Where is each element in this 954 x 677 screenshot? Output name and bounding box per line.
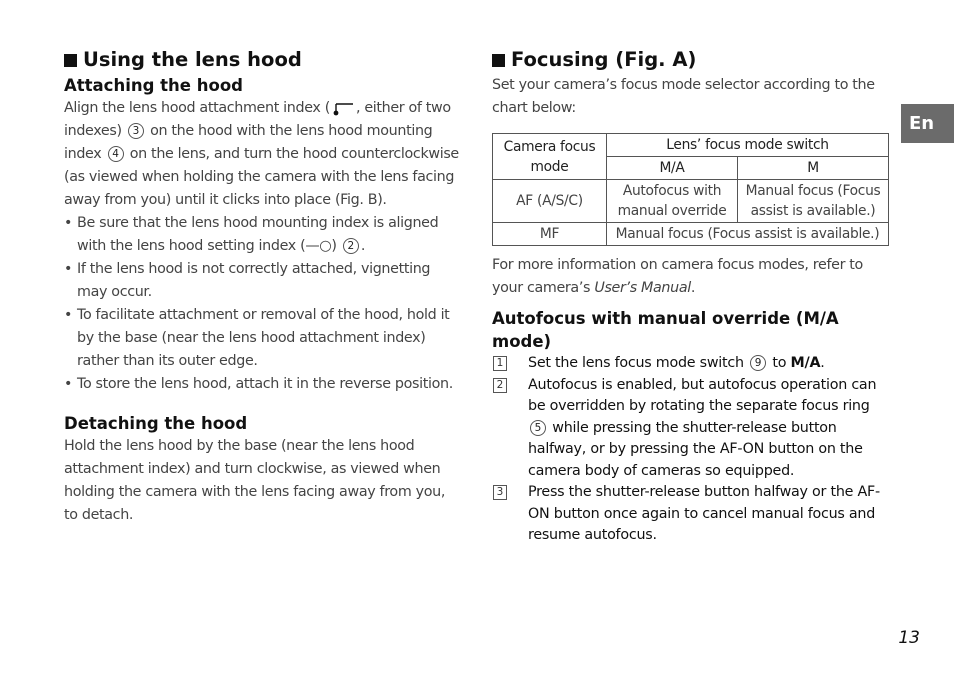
focusing-intro: Set your camera’s focus mode selector according to the chart below: (492, 77, 875, 116)
detaching-heading: Detaching the hood (64, 414, 248, 433)
callout-number: 5 (530, 420, 546, 436)
step-number: 2 (493, 378, 507, 393)
more-info-paragraph: For more information on camera focus modes, refer to your camera’s User’s Manual. (492, 257, 863, 296)
afmo-steps (492, 353, 890, 547)
table-cell: Manual focus (Focus assist is available.) (607, 223, 889, 246)
setting-index-icon: —○ (305, 238, 332, 254)
afmo-heading: Autofocus with manual override (M/A mode) (492, 309, 839, 351)
table-subheader-ma: M/A (607, 157, 738, 180)
list-item: • If the lens hood is not correctly attached, vignetting may occur. (64, 258, 460, 304)
attaching-paragraph: Align the lens hood attachment index ( , either of two indexes) 3 on the hood with the lens hood mounting index 4 on the lens, and turn the hood counterclockwise (as viewed when holding the camera with the lens facing away from you) until it clicks into place (Fig. B). (64, 100, 459, 208)
callout-number: 2 (343, 238, 359, 254)
list-item: 2 Autofocus is enabled, but autofocus operation can be overridden by rotating the separate focus ring 5 while pressing the shutter-release button halfway, or by pressing the AF-ON button on the camera body of cameras so equipped. (492, 375, 890, 483)
language-tab: En (901, 104, 954, 143)
table-row (493, 134, 889, 157)
left-column (64, 46, 460, 527)
detaching-paragraph: Hold the lens hood by the base (near the lens hood attachment index) and turn clockwise, as viewed when holding the camera with the lens facing away from you, to detach. (64, 438, 446, 523)
table-row (493, 180, 889, 223)
list-item: 1 Set the lens focus mode switch 9 to M/A. (492, 353, 890, 375)
step-number: 3 (493, 485, 507, 500)
attachment-index-icon (332, 101, 354, 116)
table-cell: Manual focus (Focus assist is available.) (738, 180, 889, 223)
attaching-heading: Attaching the hood (64, 76, 243, 95)
table-header-camera-mode: Camera focus mode (493, 134, 607, 180)
callout-number: 9 (750, 355, 766, 371)
step-number: 1 (493, 356, 507, 371)
section-square-icon (64, 54, 77, 67)
table-subheader-m: M (738, 157, 889, 180)
attaching-bullets (64, 212, 460, 396)
section-square-icon (492, 54, 505, 67)
callout-number: 4 (108, 146, 124, 162)
focus-mode-table (492, 133, 889, 246)
table-cell: MF (493, 223, 607, 246)
callout-number: 3 (128, 123, 144, 139)
list-item: • To facilitate attachment or removal of the hood, hold it by the base (near the lens hood attachment index) rather than its outer edge. (64, 304, 460, 373)
table-cell: Autofocus with manual override (607, 180, 738, 223)
table-row (493, 223, 889, 246)
page-number: 13 (898, 628, 920, 648)
focusing-section-title: Focusing (Fig. A) (492, 46, 890, 74)
list-item: 3 Press the shutter-release button halfway or the AF-ON button once again to cancel manual focus and resume autofocus. (492, 482, 890, 547)
table-header-lens-switch: Lens’ focus mode switch (607, 134, 889, 157)
right-column (492, 46, 890, 547)
list-item: • To store the lens hood, attach it in the reverse position. (64, 373, 460, 396)
list-item: • Be sure that the lens hood mounting index is aligned with the lens hood setting index (—○) 2 . (64, 212, 460, 258)
lens-hood-section-title: Using the lens hood (64, 46, 460, 74)
table-cell: AF (A/S/C) (493, 180, 607, 223)
